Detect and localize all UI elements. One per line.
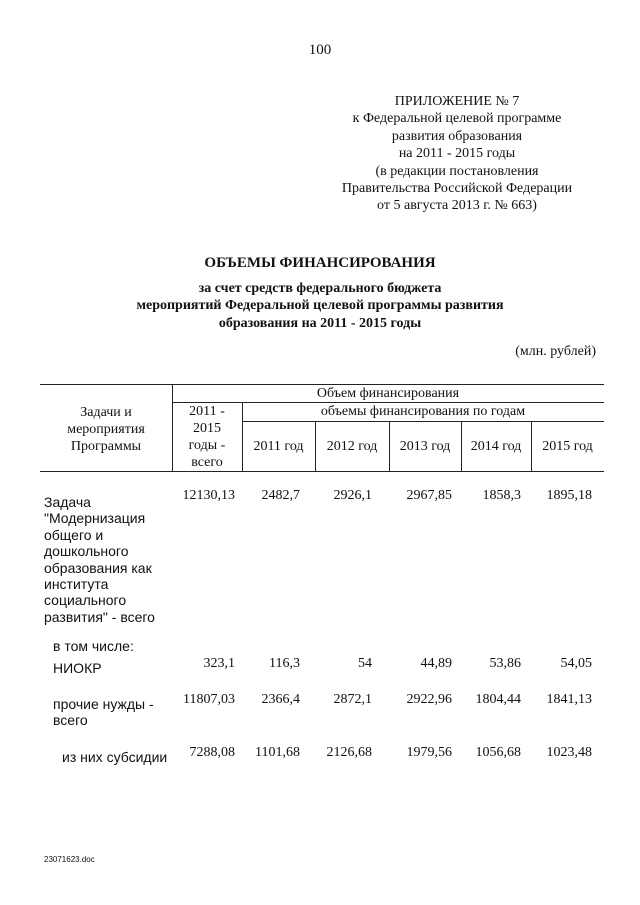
table-cell: 54 [358,656,372,671]
document-title: ОБЪЕМЫ ФИНАНСИРОВАНИЯ [204,255,436,271]
header-bottom-rule [40,471,604,472]
row-label-niokr: НИОКР [53,660,102,676]
subtitle-line: образования на 2011 - 2015 годы [218,315,422,331]
table-cell: 2872,1 [333,692,372,707]
table-cell: 1858,3 [482,488,521,503]
table-cell: 323,1 [203,656,235,671]
table-cell: 2967,85 [406,488,452,503]
years-header-rule [242,421,604,422]
table-cell: 1979,56 [406,745,452,760]
row-label-task: Задача "Модернизация общего и дошкольного образования как института социального развития" - всего [44,494,155,625]
table-cell: 2482,7 [261,488,300,503]
by-years-header: объемы финансирования по годам [320,404,526,419]
table-cell: 1023,48 [546,745,592,760]
table-cell: 2126,68 [326,745,372,760]
subtitle-line: за счет средств федерального бюджета [198,281,442,296]
year-header: 2014 год [470,439,522,454]
table-cell: 1895,18 [546,488,592,503]
appendix-line: ПРИЛОЖЕНИЕ № 7 [394,94,520,109]
appendix-line: от 5 августа 2013 г. № 663) [377,198,537,214]
appendix-block [318,93,596,215]
table-cell: 54,05 [560,656,592,671]
document-subtitle [60,280,580,332]
table-cell: 53,86 [489,656,521,671]
table-cell: 2366,4 [261,692,300,707]
units-label: (млн. рублей) [515,344,596,359]
row-label-including: в том числе: [53,638,134,654]
table-cell: 2922,96 [406,692,452,707]
table-cell: 116,3 [269,656,300,671]
table-cell: 44,89 [420,656,452,671]
appendix-line: (в редакции постановления [375,163,539,179]
year-header: 2012 год [326,439,378,454]
total-column-header: 2011 - 2015 годы - всего [188,404,226,470]
year-header: 2015 год [542,439,593,454]
volume-header: Объем финансирования [316,386,460,401]
table-cell: 12130,13 [182,488,235,503]
appendix-line: на 2011 - 2015 годы [398,146,516,162]
appendix-line: Правительства Российской Федерации [341,181,573,197]
page-number: 100 [308,42,332,58]
table-cell: 1056,68 [475,745,521,760]
year-header: 2013 год [399,439,451,454]
year-header: 2011 год [253,439,304,454]
table-cell: 1841,13 [546,692,592,707]
tasks-column-header: Задачи и мероприятия Программы [67,405,145,454]
table-cell: 1804,44 [475,692,521,707]
table-cell: 11807,03 [183,692,235,707]
appendix-line: к Федеральной целевой программе [352,111,562,127]
row-label-subsidies: из них субсидии [62,749,168,765]
table-cell: 2926,1 [333,488,372,503]
table-cell: 1101,68 [255,745,300,760]
table-cell: 7288,08 [189,745,235,760]
subtitle-line: мероприятий Федеральной целевой программы развития [136,298,504,314]
appendix-line: развития образования [391,128,523,144]
row-label-other-needs: прочие нужды - всего [53,696,154,729]
file-name-footer: 23071623.doc [44,855,95,864]
